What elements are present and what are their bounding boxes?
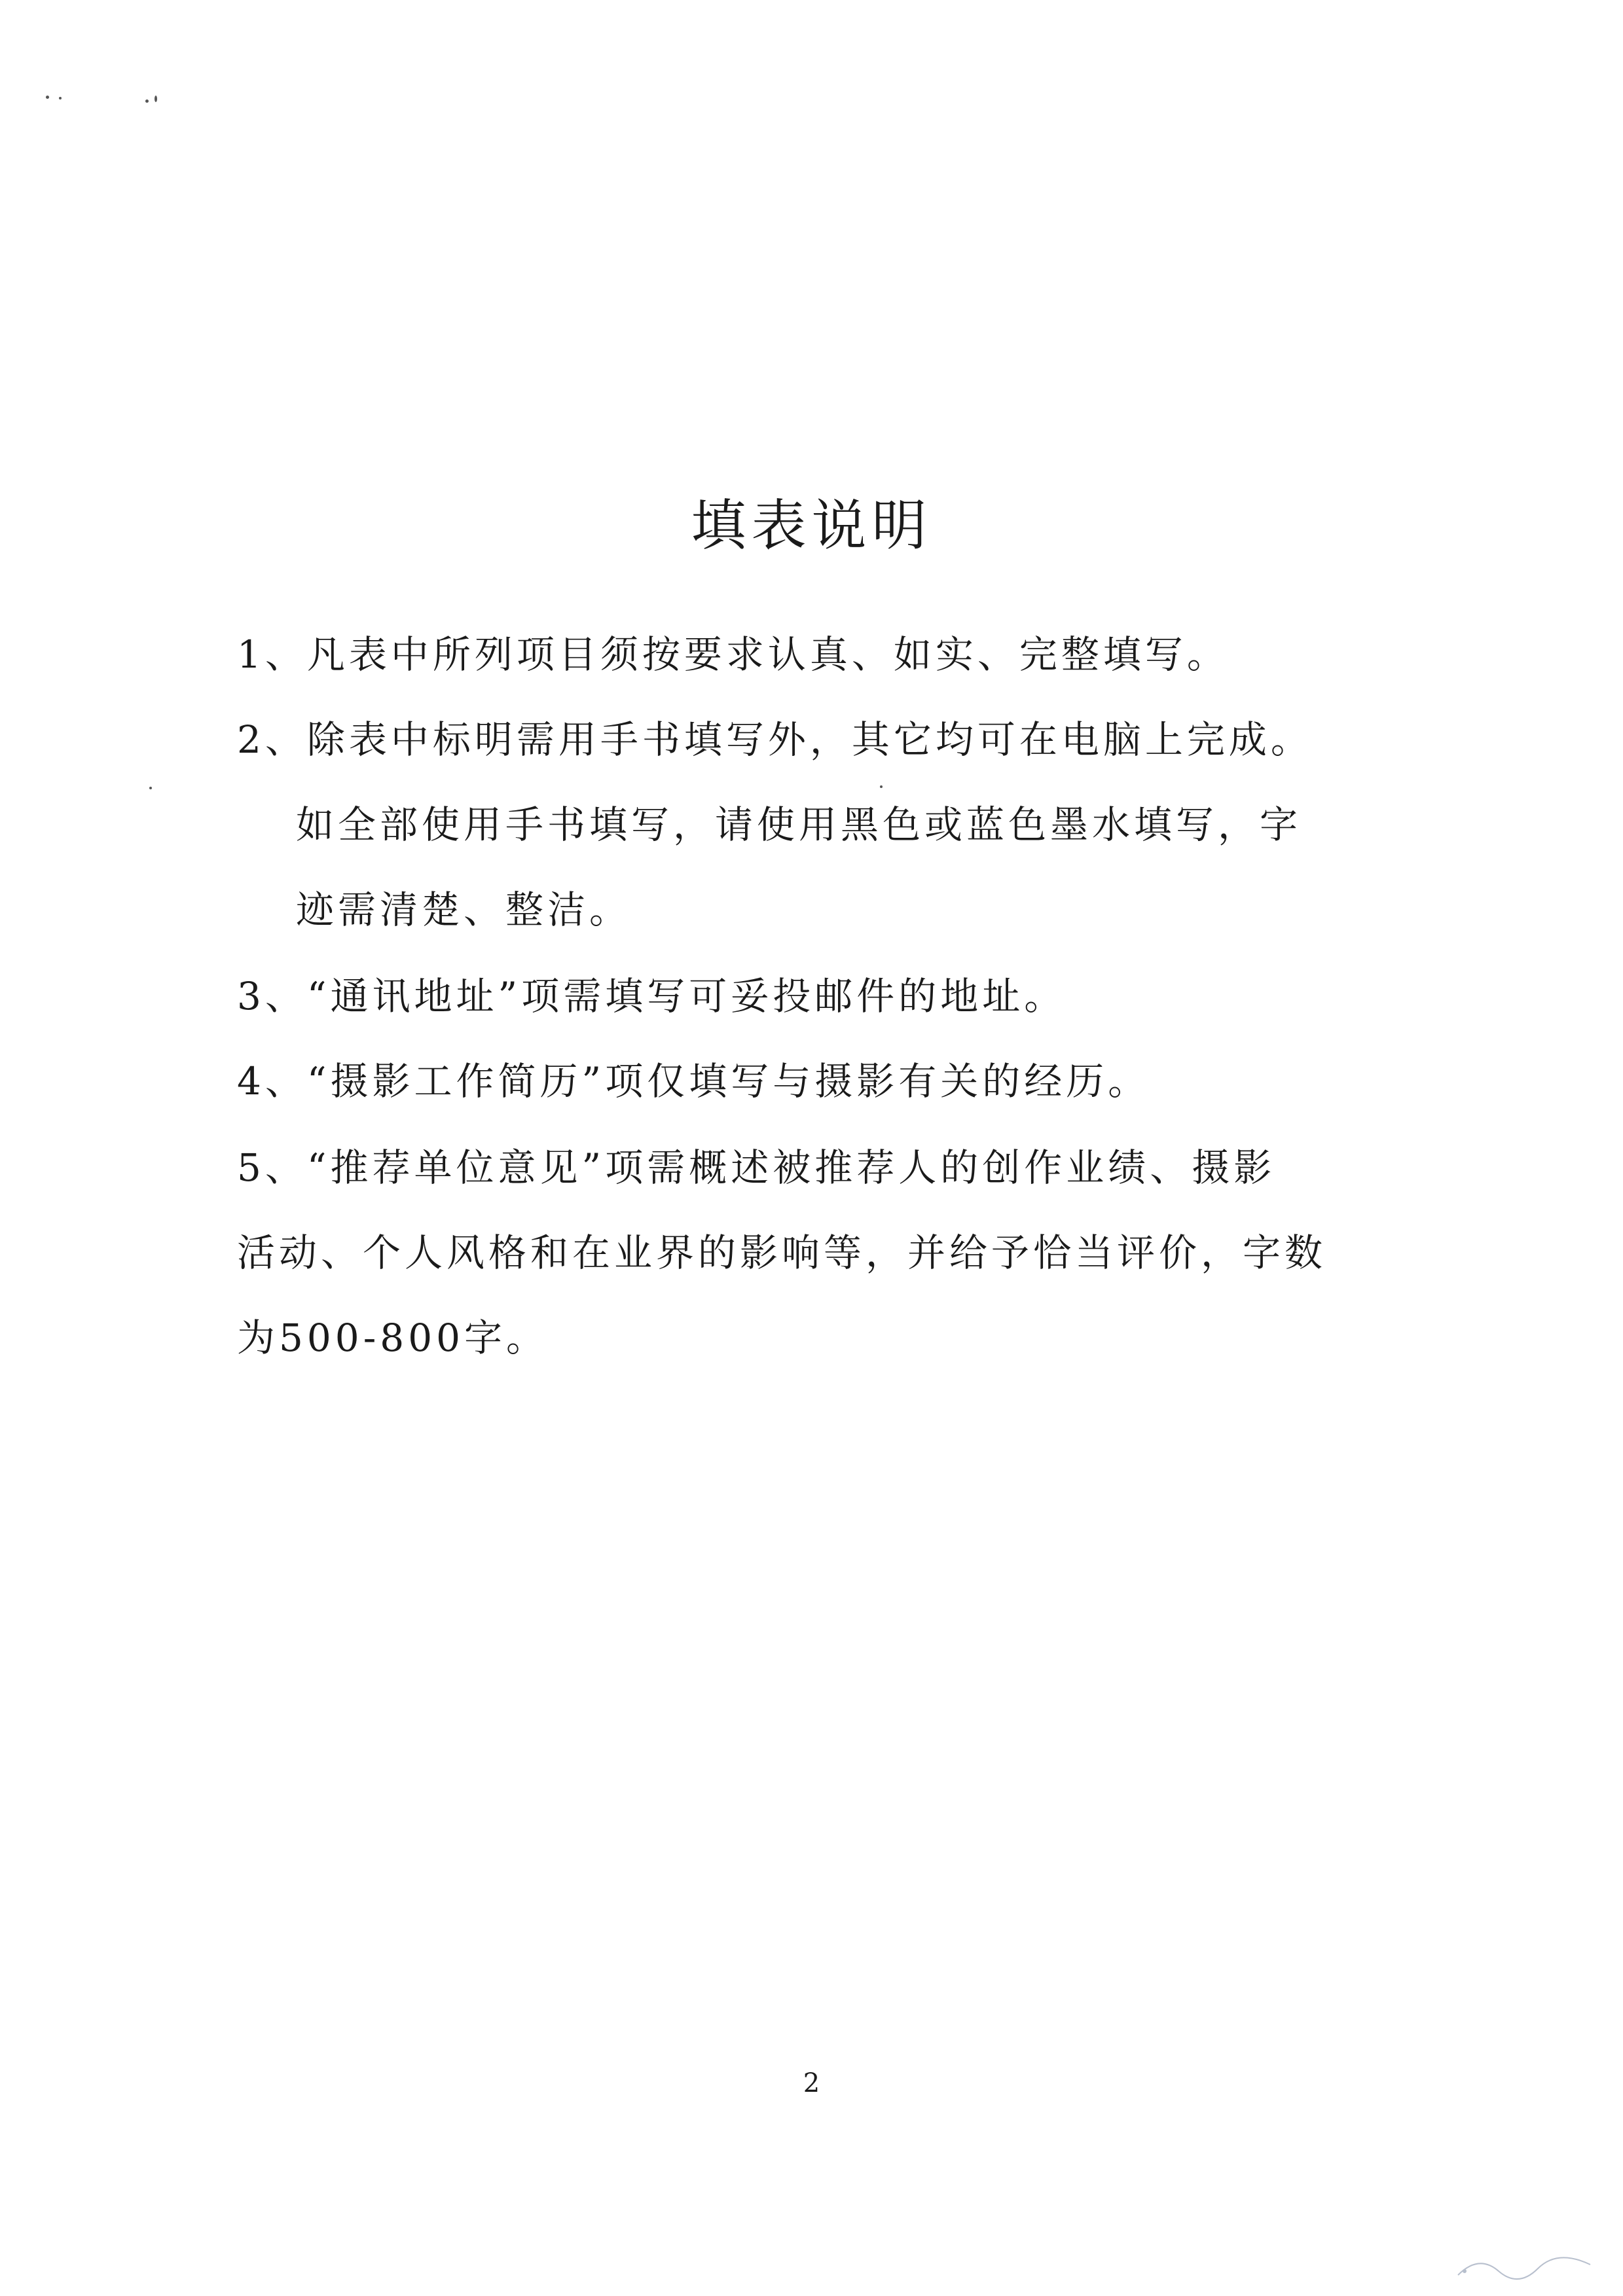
page-title: 填表说明 [691,493,932,558]
instruction-line: 4、“摄影工作简历”项仅填写与摄影有关的经历。 [237,1059,1150,1103]
instruction-line: 1、凡表中所列项目须按要求认真、如实、完整填写。 [237,632,1229,677]
scan-speck [149,787,152,789]
scan-speck [145,99,149,103]
scan-speck [46,96,49,99]
instruction-line: 5、“推荐单位意见”项需概述被推荐人的创作业绩、摄影 [237,1145,1276,1190]
instruction-line: 3、“通讯地址”项需填写可妥投邮件的地址。 [237,974,1067,1018]
watermark-logo-icon [1453,2251,1597,2280]
scan-speck [155,96,157,102]
page-number: 2 [803,2068,820,2098]
instruction-line: 为500-800字。 [237,1316,549,1360]
instruction-line: 2、除表中标明需用手书填写外，其它均可在电脑上完成。 [237,717,1313,762]
instruction-line: 迹需清楚、整洁。 [296,888,632,932]
scan-speck [880,785,883,788]
instruction-line: 活动、个人风格和在业界的影响等，并给予恰当评价，字数 [237,1230,1327,1275]
watermark-logo [1453,2251,1597,2286]
instruction-line: 如全部使用手书填写，请使用黑色或蓝色墨水填写，字 [296,802,1302,847]
scan-speck [59,97,62,99]
